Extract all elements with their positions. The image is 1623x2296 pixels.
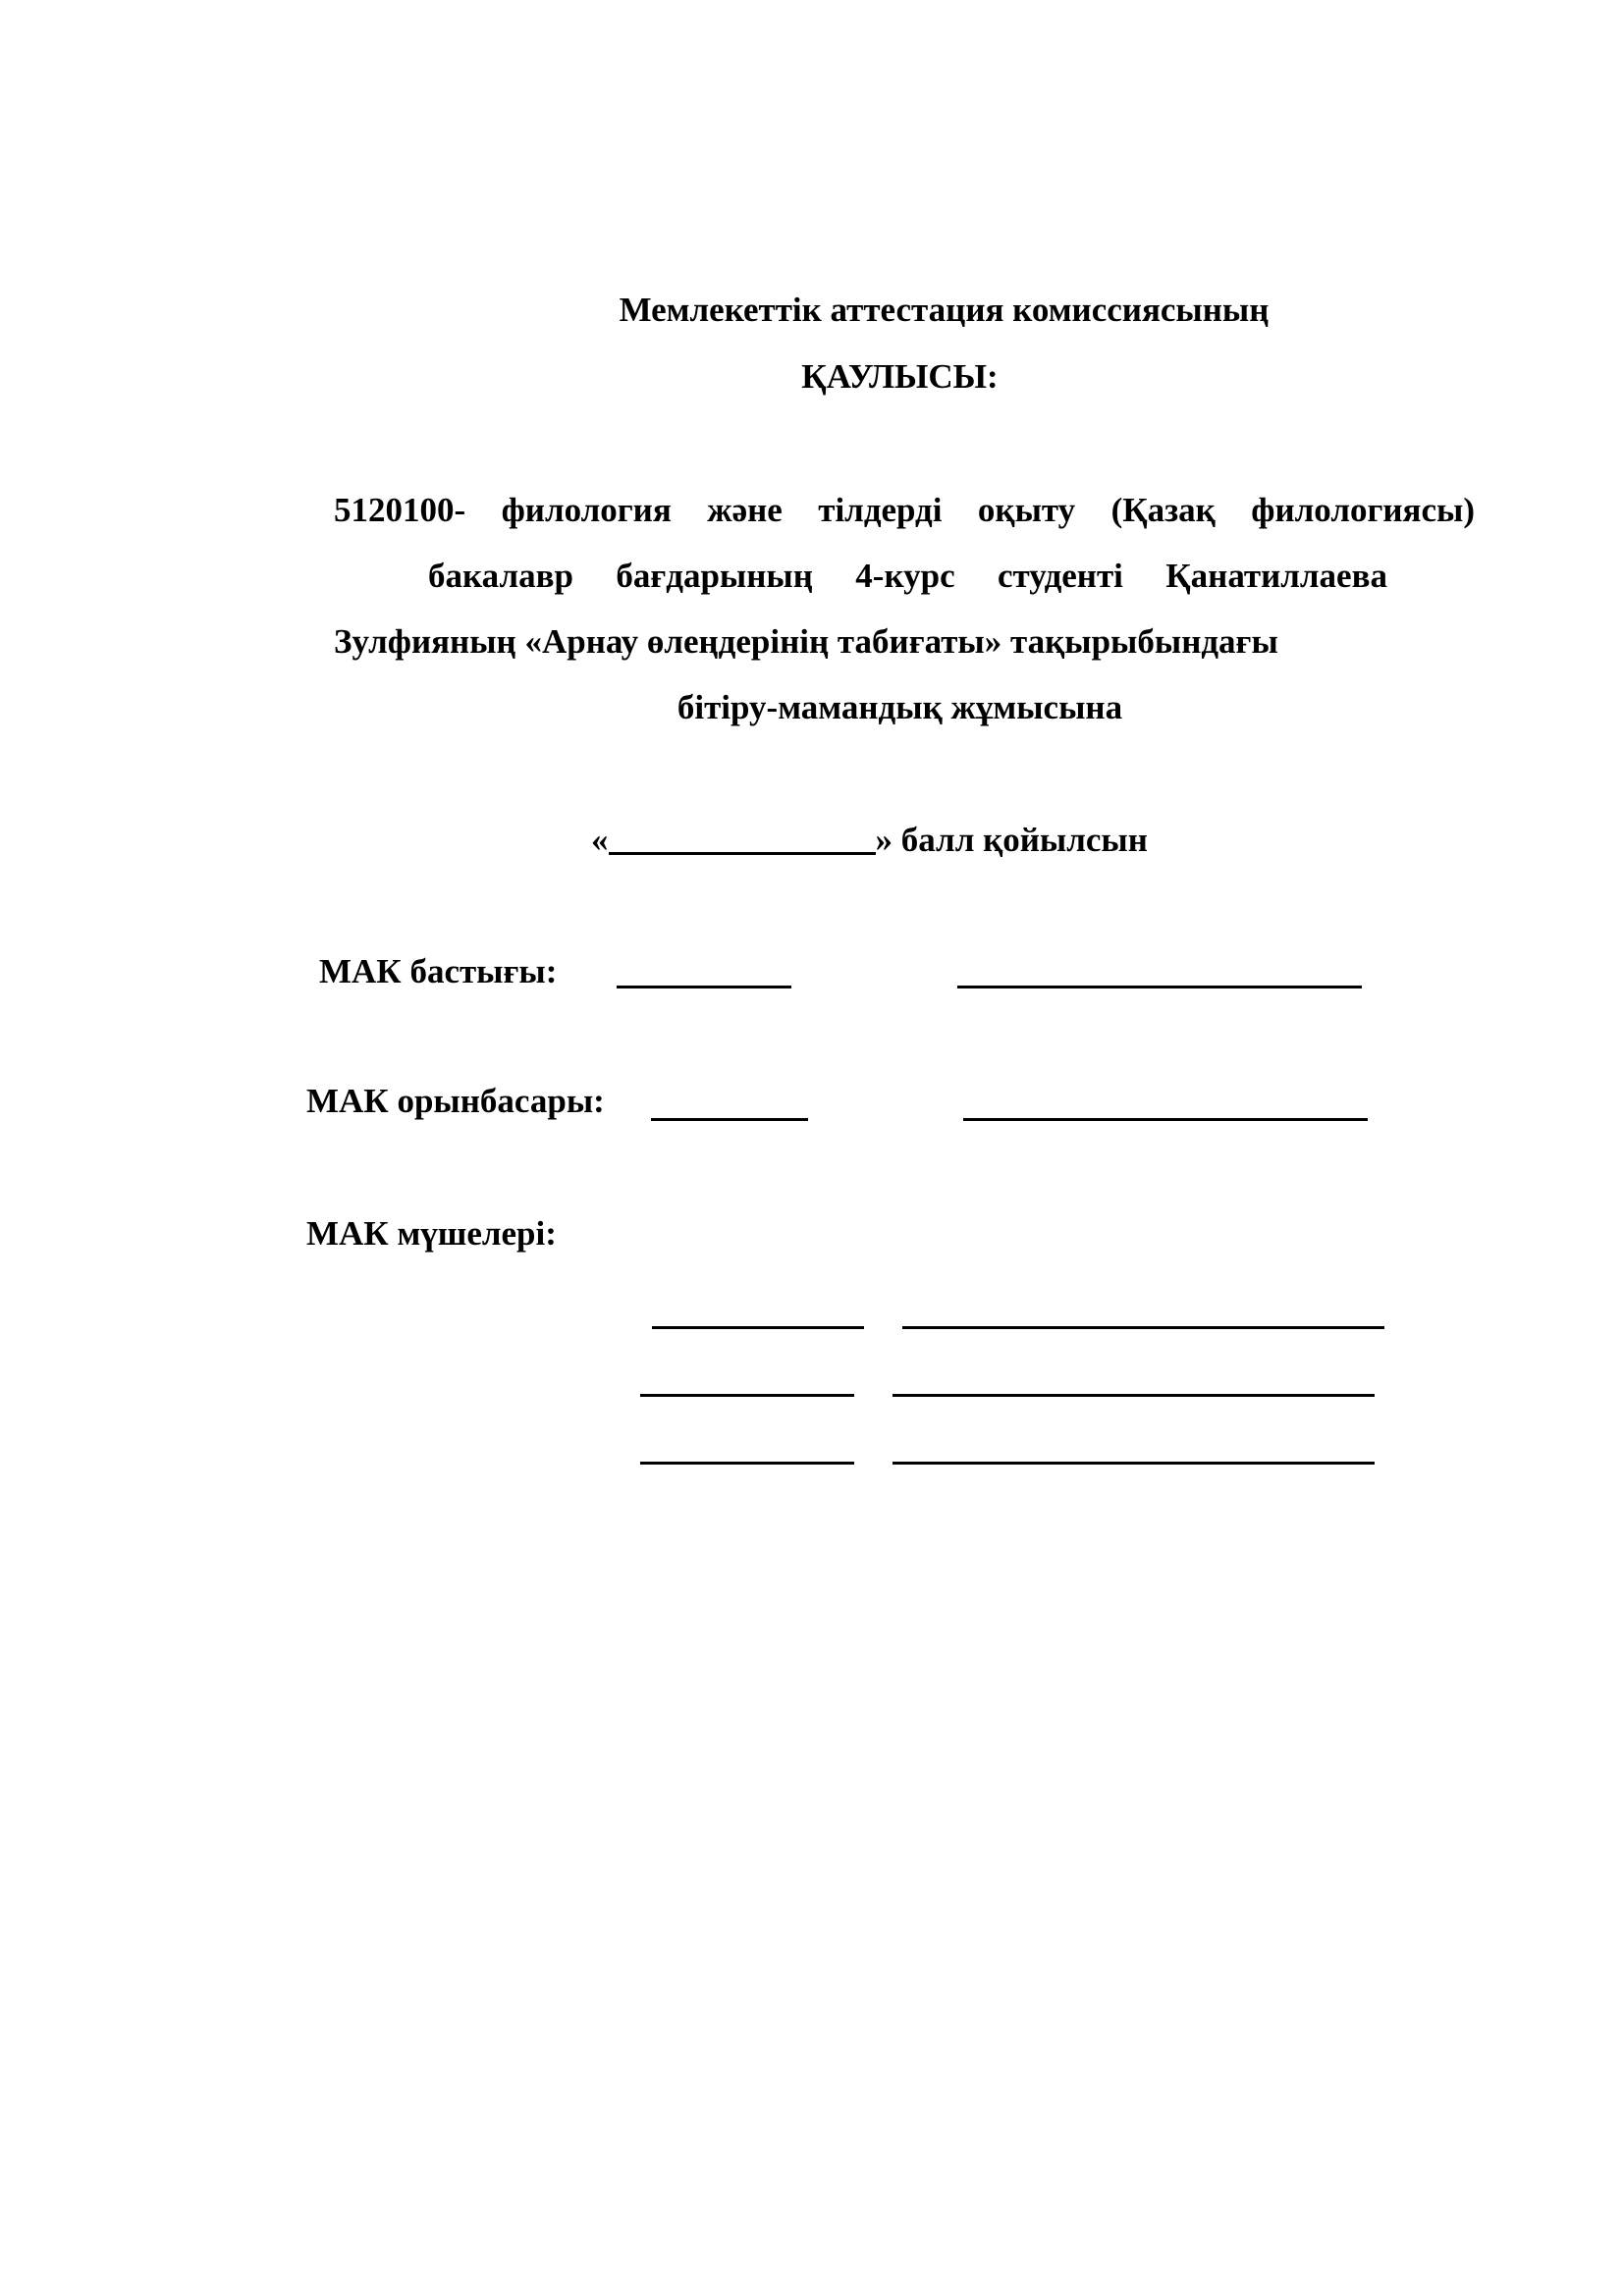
score-open-quote: «: [591, 821, 609, 859]
member-3-name-line: [893, 1462, 1375, 1465]
score-label: » балл қойылсын: [875, 821, 1148, 859]
member-2-signature-line: [640, 1394, 854, 1397]
member-2-name-line: [893, 1394, 1375, 1397]
deputy-signature-line: [651, 1118, 808, 1121]
score-blank: [609, 819, 876, 855]
member-1-signature-line: [652, 1326, 864, 1329]
decree-line-student: бакалавр бағдарының 4-курс студенті Қанатиллаева: [428, 557, 1387, 595]
chair-name-line: [957, 986, 1362, 988]
member-1-name-line: [902, 1326, 1384, 1329]
deputy-label: МАК орынбасары:: [306, 1082, 605, 1120]
decree-title: ҚАУЛЫСЫ:: [801, 357, 999, 396]
decree-line-topic: Зулфияның «Арнау өлеңдерінің табиғаты» тақырыбындағы: [334, 622, 1278, 661]
member-3-signature-line: [640, 1462, 854, 1465]
decree-line-specialty: 5120100- филология және тілдерді оқыту (Қазақ филологиясы): [334, 491, 1475, 529]
chair-label: МАК бастығы:: [319, 952, 558, 990]
deputy-name-line: [963, 1118, 1368, 1121]
commission-title: Мемлекеттік аттестация комиссиясының: [619, 291, 1270, 329]
decree-line-work: бітіру-мамандық жұмысына: [676, 688, 1123, 726]
score-line: [591, 819, 1148, 860]
members-label: МАК мүшелері:: [306, 1214, 557, 1253]
chair-signature-line: [617, 986, 791, 988]
